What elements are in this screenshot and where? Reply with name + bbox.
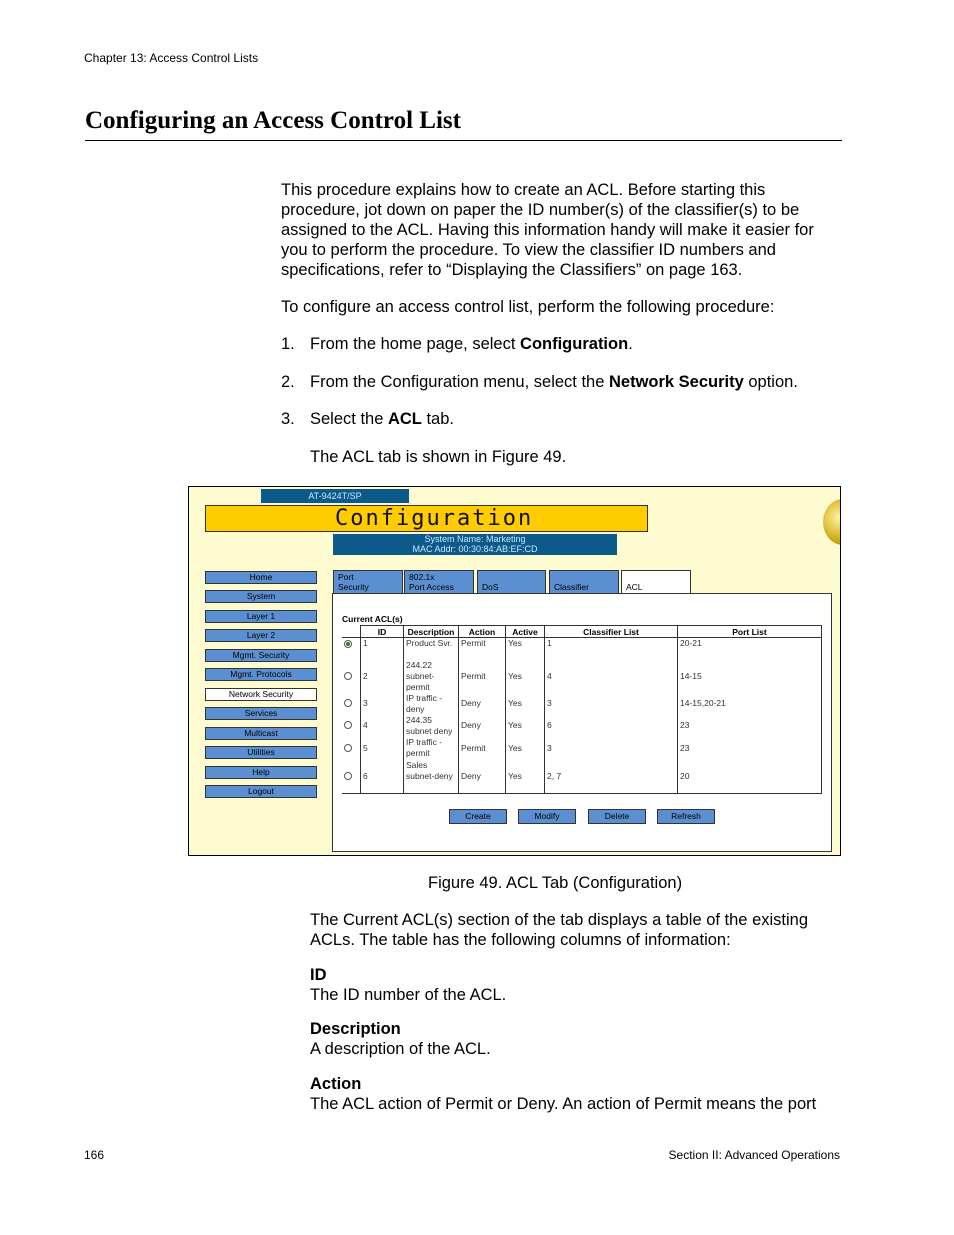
- cell-description: Sales subnet-deny: [404, 760, 459, 794]
- intro-line: assigned to the ACL. Having this information handy will make it easier for: [281, 221, 814, 239]
- refresh-button[interactable]: Refresh: [657, 809, 715, 824]
- column-header-classifier-list: Classifier List: [545, 626, 678, 638]
- cell-action: Deny: [459, 693, 506, 715]
- intro-line: specifications, refer to “Displaying the Classifiers” on page 163.: [281, 261, 743, 279]
- column-header-description: Description: [404, 626, 459, 638]
- column-header-active: Active: [506, 626, 545, 638]
- model-label: AT-9424T/SP: [261, 489, 409, 503]
- row-select-radio[interactable]: [344, 721, 352, 729]
- step-3: [281, 409, 454, 429]
- cell-description: IP traffic - deny: [404, 693, 459, 715]
- cell-active: Yes: [506, 737, 545, 760]
- cell-id: 2: [361, 660, 404, 693]
- cell-port-list: 20: [678, 760, 822, 794]
- cell-id: 3: [361, 693, 404, 715]
- table-row[interactable]: [342, 737, 822, 760]
- cell-description: 244.22 subnet-permit: [404, 660, 459, 693]
- cell-action: Permit: [459, 737, 506, 760]
- definition-id: [310, 965, 506, 1005]
- figure-intro: The ACL tab is shown in Figure 49.: [310, 448, 567, 466]
- nav-network-security-button[interactable]: Network Security: [205, 688, 317, 701]
- definition-text: A description of the ACL.: [310, 1040, 491, 1058]
- cell-port-list: 14-15,20-21: [678, 693, 822, 715]
- cell-classifier-list: 6: [545, 715, 678, 737]
- row-select-radio[interactable]: [344, 672, 352, 680]
- column-header-port-list: Port List: [678, 626, 822, 638]
- tab-classifier[interactable]: Classifier: [549, 570, 619, 593]
- cell-classifier-list: 2, 7: [545, 760, 678, 794]
- page-number: 166: [84, 1148, 105, 1162]
- cell-action: Permit: [459, 660, 506, 693]
- nav-layer2-button[interactable]: Layer 2: [205, 629, 317, 642]
- nav-home-button[interactable]: Home: [205, 571, 317, 584]
- procedure-intro: To configure an access control list, perform the following procedure:: [281, 298, 775, 316]
- cell-action: Permit: [459, 638, 506, 660]
- nav-utilities-button[interactable]: Utilities: [205, 746, 317, 759]
- select-column-header: [342, 626, 361, 638]
- configuration-banner-text: Configuration: [335, 506, 534, 531]
- row-select-radio[interactable]: [344, 640, 352, 648]
- table-row[interactable]: [342, 660, 822, 693]
- cell-active: Yes: [506, 638, 545, 660]
- cell-id: 1: [361, 638, 404, 660]
- figure-caption: Figure 49. ACL Tab (Configuration): [428, 874, 683, 892]
- nav-services-button[interactable]: Services: [205, 707, 317, 720]
- table-row[interactable]: [342, 693, 822, 715]
- section-footer: Section II: Advanced Operations: [668, 1148, 840, 1162]
- cell-classifier-list: 4: [545, 660, 678, 693]
- system-info-box: [333, 534, 617, 555]
- cell-action: Deny: [459, 760, 506, 794]
- globe-logo-icon: [823, 499, 841, 545]
- modify-button[interactable]: Modify: [518, 809, 576, 824]
- cell-id: 6: [361, 760, 404, 794]
- tab-dos[interactable]: DoS: [477, 570, 546, 593]
- cell-active: Yes: [506, 760, 545, 794]
- step-number: 1.: [281, 335, 295, 353]
- nav-mgmt-security-button[interactable]: Mgmt. Security: [205, 649, 317, 662]
- intro-line: procedure, jot down on paper the ID number(s) of the classifier(s) to be: [281, 201, 800, 219]
- intro-line: This procedure explains how to create an ACL. Before starting this: [281, 181, 766, 199]
- cell-description: IP traffic - permit: [404, 737, 459, 760]
- definition-text: The ACL action of Permit or Deny. An action of Permit means the port: [310, 1095, 817, 1113]
- nav-help-button[interactable]: Help: [205, 766, 317, 779]
- cell-port-list: 14-15: [678, 660, 822, 693]
- cell-classifier-list: 1: [545, 638, 678, 660]
- table-row[interactable]: [342, 760, 822, 794]
- step-number: 3.: [281, 410, 295, 428]
- row-select-radio[interactable]: [344, 744, 352, 752]
- nav-system-button[interactable]: System: [205, 590, 317, 603]
- definition-action: [310, 1074, 816, 1114]
- create-button[interactable]: Create: [449, 809, 507, 824]
- table-row[interactable]: [342, 638, 822, 660]
- column-header-id: ID: [361, 626, 404, 638]
- step-text: Select the ACL tab.: [310, 410, 454, 428]
- cell-action: Deny: [459, 715, 506, 737]
- intro-line: you to perform the procedure. To view the classifier ID numbers and: [281, 241, 776, 259]
- step-1: [281, 334, 633, 354]
- table-row[interactable]: [342, 715, 822, 737]
- nav-multicast-button[interactable]: Multicast: [205, 727, 317, 740]
- cell-id: 5: [361, 737, 404, 760]
- cell-classifier-list: 3: [545, 693, 678, 715]
- step-text: From the home page, select Configuration.: [310, 335, 633, 353]
- delete-button[interactable]: Delete: [588, 809, 646, 824]
- acl-tab-figure: [188, 486, 841, 856]
- nav-layer1-button[interactable]: Layer 1: [205, 610, 317, 623]
- column-header-action: Action: [459, 626, 506, 638]
- definition-term: Action: [310, 1075, 362, 1093]
- definition-text: The ID number of the ACL.: [310, 986, 507, 1004]
- definition-term: Description: [310, 1020, 401, 1038]
- cell-active: Yes: [506, 693, 545, 715]
- cell-classifier-list: 3: [545, 737, 678, 760]
- nav-logout-button[interactable]: Logout: [205, 785, 317, 798]
- definition-description: [310, 1019, 491, 1059]
- system-name: System Name: Marketing: [424, 534, 526, 544]
- acl-table: [342, 625, 822, 794]
- mac-address: MAC Addr: 00:30:84:AB:EF:CD: [412, 543, 538, 554]
- nav-mgmt-protocols-button[interactable]: Mgmt. Protocols: [205, 668, 317, 681]
- title-rule: [85, 140, 842, 141]
- cell-description: Product Svr.: [404, 638, 459, 660]
- row-select-radio[interactable]: [344, 772, 352, 780]
- page-title: Configuring an Access Control List: [85, 107, 461, 134]
- cell-active: Yes: [506, 660, 545, 693]
- cell-port-list: 23: [678, 715, 822, 737]
- cell-active: Yes: [506, 715, 545, 737]
- current-acls-label: Current ACL(s): [342, 614, 403, 624]
- running-header: Chapter 13: Access Control Lists: [84, 51, 259, 65]
- table-description: [310, 910, 808, 950]
- intro-paragraph: [281, 180, 814, 280]
- cell-id: 4: [361, 715, 404, 737]
- cell-port-list: 20-21: [678, 638, 822, 660]
- step-number: 2.: [281, 373, 295, 391]
- definition-term: ID: [310, 966, 327, 984]
- row-select-radio[interactable]: [344, 699, 352, 707]
- tab-port-security[interactable]: Port Security: [333, 570, 403, 593]
- description-line: The Current ACL(s) section of the tab displays a table of the existing: [310, 911, 809, 929]
- description-line: ACLs. The table has the following columns of information:: [310, 931, 731, 949]
- tab-acl[interactable]: ACL: [621, 570, 691, 594]
- step-text: From the Configuration menu, select the Network Security option.: [310, 373, 798, 391]
- cell-port-list: 23: [678, 737, 822, 760]
- tab-port-access[interactable]: 802.1x Port Access: [404, 570, 474, 593]
- step-2: [281, 372, 798, 392]
- cell-description: 244.35 subnet deny: [404, 715, 459, 737]
